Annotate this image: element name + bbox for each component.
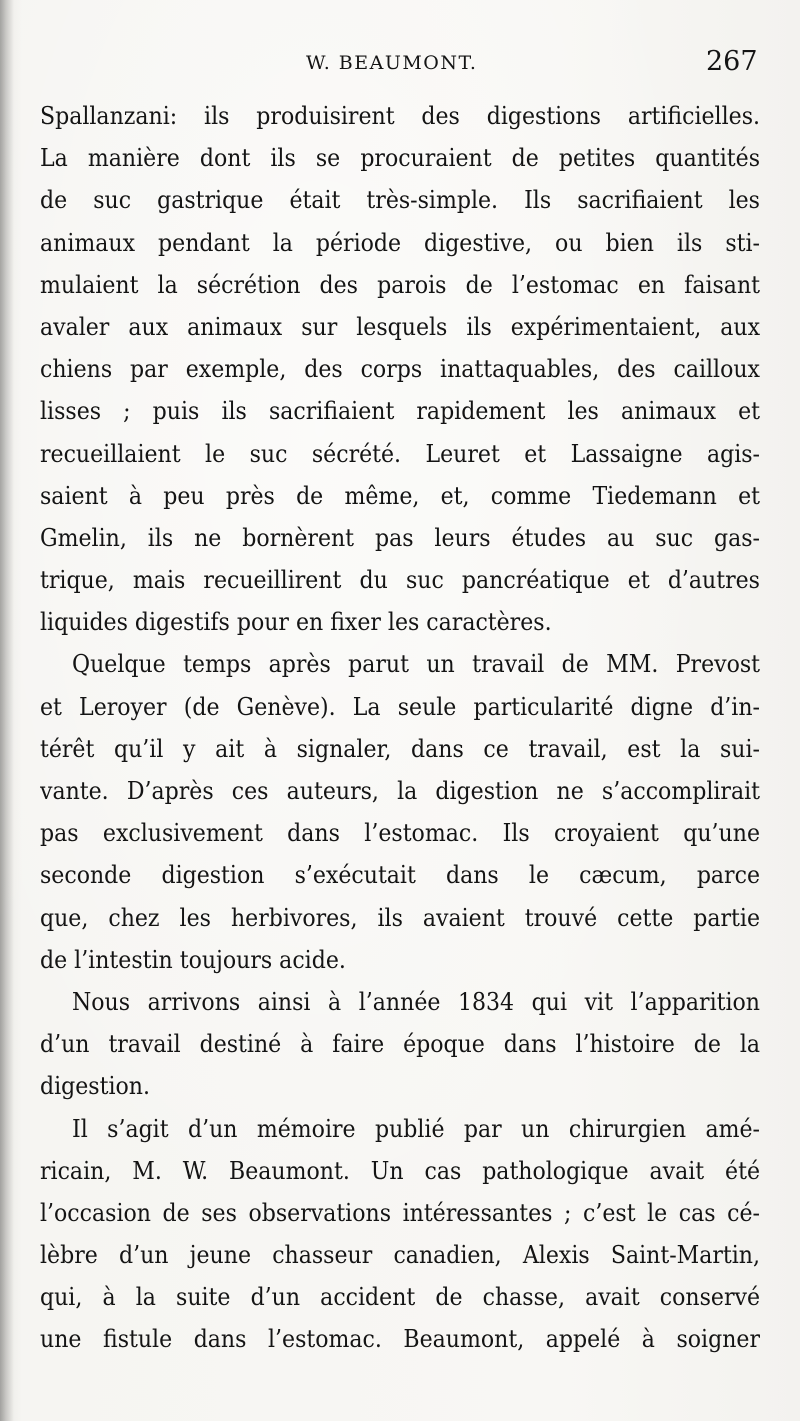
text-line: digestion.	[40, 1071, 150, 1101]
text-line: lèbre d’un jeune chasseur canadien, Alexis Saint-Martin,	[40, 1240, 760, 1270]
page-header	[0, 46, 800, 86]
text-line: avaler aux animaux sur lesquels ils expérimentaient, aux	[40, 311, 760, 341]
text-line: animaux pendant la période digestive, ou bien ils sti-	[40, 227, 760, 257]
text-line: pas exclusivement dans l’estomac. Ils croyaient qu’une	[40, 818, 760, 848]
text-line: de suc gastrique était très-simple. Ils sacrifiaient les	[40, 185, 760, 215]
text-line: seconde digestion s’exécutait dans le cæcum, parce	[40, 860, 760, 890]
body-text	[40, 95, 760, 1361]
text-line: Quelque temps après parut un travail de MM. Prevost	[72, 649, 760, 679]
text-line: qui, à la suite d’un accident de chasse, avait conservé	[40, 1282, 760, 1312]
text-line: térêt qu’il y ait à signaler, dans ce travail, est la sui-	[40, 733, 760, 763]
text-line: Spallanzani: ils produisirent des digestions artificielles.	[40, 101, 760, 130]
running-head: W. BEAUMONT.	[306, 52, 478, 74]
text-line: Nous arrivons ainsi à l’année 1834 qui vit l’apparition	[72, 986, 760, 1016]
text-line: ricain, M. W. Beaumont. Un cas pathologique avait été	[40, 1155, 760, 1185]
text-line: recueillaient le suc sécrété. Leuret et Lassaigne agis-	[40, 438, 760, 468]
text-line: lisses ; puis ils sacrifiaient rapidement les animaux et	[40, 396, 760, 426]
text-line: saient à peu près de même, et, comme Tiedemann et	[40, 480, 760, 510]
text-line: l’occasion de ses observations intéressantes ; c’est le cas cé-	[40, 1197, 760, 1227]
text-line: liquides digestifs pour en fixer les caractères.	[40, 607, 552, 637]
text-line: de l’intestin toujours acide.	[40, 944, 346, 974]
text-line: une fistule dans l’estomac. Beaumont, appelé à soigner	[40, 1324, 760, 1354]
text-line: chiens par exemple, des corps inattaquables, des cailloux	[40, 354, 760, 384]
text-line: et Leroyer (de Genève). La seule particularité digne d’in-	[40, 691, 760, 721]
text-line: d’un travail destiné à faire époque dans l’histoire de la	[40, 1029, 760, 1059]
text-line: mulaient la sécrétion des parois de l’estomac en faisant	[40, 269, 760, 299]
text-line: vante. D’après ces auteurs, la digestion ne s’accomplirait	[40, 776, 760, 805]
text-line: Il s’agit d’un mémoire publié par un chirurgien amé-	[72, 1113, 760, 1143]
text-line: trique, mais recueillirent du suc pancréatique et d’autres	[40, 565, 760, 595]
text-line: La manière dont ils se procuraient de petites quantités	[40, 143, 760, 173]
page-gutter-shadow	[0, 0, 14, 1421]
page-number: 267	[706, 46, 758, 77]
text-line: Gmelin, ils ne bornèrent pas leurs études au suc gas-	[40, 522, 760, 552]
text-line: que, chez les herbivores, ils avaient trouvé cette partie	[40, 902, 760, 932]
